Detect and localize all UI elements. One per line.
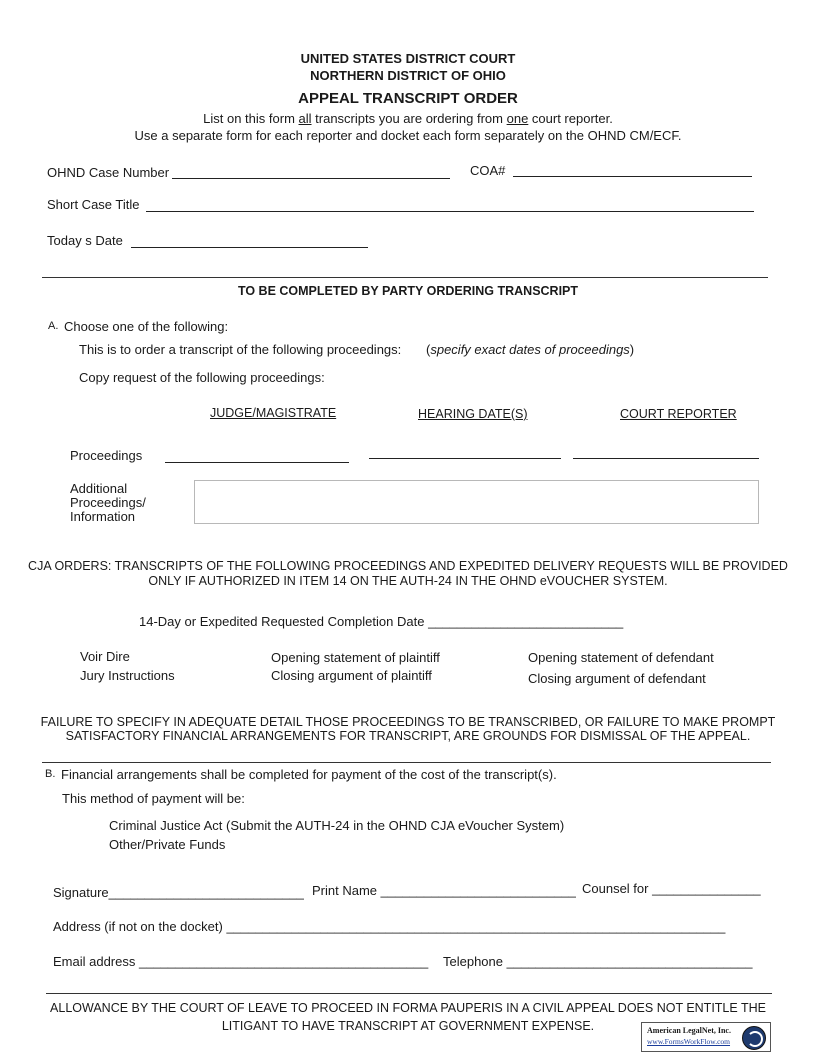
section-header: TO BE COMPLETED BY PARTY ORDERING TRANSCRIPT <box>237 284 579 298</box>
court-name: UNITED STATES DISTRICT COURT <box>300 51 516 66</box>
copy-request-option[interactable]: Copy request of the following proceedings: <box>79 370 325 385</box>
ifp-notice-line-2: LITIGANT TO HAVE TRANSCRIPT AT GOVERNMENT EXPENSE. <box>221 1019 595 1033</box>
cja-notice-line-2: ONLY IF AUTHORIZED IN ITEM 14 ON THE AUTH-24 IN THE OHND eVOUCHER SYSTEM. <box>148 574 668 588</box>
short-title-field[interactable] <box>146 197 754 212</box>
print-name-field[interactable]: ___________________________ <box>380 883 576 898</box>
today-date-field[interactable] <box>131 233 368 248</box>
case-number-label: OHND Case Number <box>47 165 170 180</box>
section-a-prompt: Choose one of the following: <box>64 319 229 334</box>
failure-notice-line-2: SATISFACTORY FINANCIAL ARRANGEMENTS FOR TRANSCRIPT, ARE GROUNDS FOR DISMISSAL OF THE APPEAL. <box>65 729 751 743</box>
jury-instructions-option[interactable]: Jury Instructions <box>80 668 175 683</box>
divider <box>46 993 772 994</box>
print-name-row: Print Name ___________________________ <box>312 883 576 898</box>
col-dates-header: HEARING DATE(S) <box>418 407 528 421</box>
opening-plaintiff-option[interactable]: Opening statement of plaintiff <box>271 650 440 665</box>
publisher-logo[interactable] <box>641 1022 771 1052</box>
counsel-for-field[interactable]: _______________ <box>652 881 761 896</box>
ifp-notice-line-1: ALLOWANCE BY THE COURT OF LEAVE TO PROCEED IN FORMA PAUPERIS IN A CIVIL APPEAL DOES NOT ENTITLE THE <box>50 1001 766 1015</box>
col-reporter-header: COURT REPORTER <box>620 407 737 421</box>
divider <box>42 762 771 763</box>
address-field[interactable]: _____________________________________________________________________ <box>226 919 726 934</box>
telephone-row: Telephone __________________________________ <box>443 954 753 969</box>
opening-defendant-option[interactable]: Opening statement of defendant <box>528 650 714 665</box>
cja-payment-option[interactable]: Criminal Justice Act (Submit the AUTH-24 in the OHND CJA eVoucher System) <box>109 818 565 833</box>
voir-dire-option[interactable]: Voir Dire <box>80 649 130 664</box>
district-name: NORTHERN DISTRICT OF OHIO <box>310 68 506 83</box>
form-title: APPEAL TRANSCRIPT ORDER <box>298 90 518 107</box>
short-title-label: Short Case Title <box>47 197 140 212</box>
payment-method-label: This method of payment will be: <box>62 791 245 806</box>
col-judge-header: JUDGE/MAGISTRATE <box>210 406 337 420</box>
closing-defendant-option[interactable]: Closing argument of defendant <box>528 671 706 686</box>
court-reporter-field[interactable] <box>573 444 759 459</box>
telephone-field[interactable]: __________________________________ <box>506 954 753 969</box>
transcript-order-option[interactable]: This is to order a transcript of the following proceedings: <box>79 342 402 357</box>
proceedings-label: Proceedings <box>70 448 143 463</box>
hearing-dates-field[interactable] <box>369 444 561 459</box>
globe-icon <box>742 1026 766 1050</box>
case-number-field[interactable] <box>172 164 450 179</box>
coa-field[interactable] <box>513 162 752 177</box>
judge-field[interactable] <box>165 448 349 463</box>
instruction-line-1: List on this form all transcripts you are ordering from one court reporter. <box>203 111 613 126</box>
coa-label: COA# <box>470 163 506 178</box>
section-b-letter: B. <box>45 768 56 780</box>
closing-plaintiff-option[interactable]: Closing argument of plaintiff <box>271 668 432 683</box>
section-b-prompt: Financial arrangements shall be completed for payment of the cost of the transcript(s). <box>61 767 557 782</box>
signature-field[interactable]: ___________________________ <box>108 885 304 900</box>
dates-note: (specify exact dates of proceedings) <box>426 342 635 357</box>
additional-info-box[interactable] <box>194 480 759 524</box>
today-date-label: Today s Date <box>47 233 123 248</box>
cja-notice-line-1: CJA ORDERS: TRANSCRIPTS OF THE FOLLOWING PROCEEDINGS AND EXPEDITED DELIVERY REQUESTS WILL BE PROVIDED <box>28 559 788 573</box>
counsel-row: Counsel for _______________ <box>582 881 761 896</box>
failure-notice-line-1: FAILURE TO SPECIFY IN ADEQUATE DETAIL THOSE PROCEEDINGS TO BE TRANSCRIBED, OR FAILURE TO MAKE PROMPT <box>40 715 776 729</box>
divider <box>42 277 768 278</box>
private-funds-option[interactable]: Other/Private Funds <box>109 837 226 852</box>
logo-name: American LegalNet, Inc. <box>647 1026 731 1035</box>
completion-date-field[interactable]: ___________________________ <box>428 614 624 629</box>
section-a-letter: A. <box>48 320 59 332</box>
signature-row: Signature___________________________ <box>53 885 304 900</box>
completion-date-label: 14-Day or Expedited Requested Completion Date ___________________________ <box>139 614 624 629</box>
instruction-line-2: Use a separate form for each reporter and docket each form separately on the OHND CM/ECF. <box>134 128 682 143</box>
email-row: Email address ________________________________________ <box>53 954 429 969</box>
address-row: Address (if not on the docket) _____________________________________________________________________ <box>53 919 726 934</box>
additional-label: Additional Proceedings/ Information <box>70 481 146 524</box>
email-field[interactable]: ________________________________________ <box>139 954 429 969</box>
logo-url[interactable]: www.FormsWorkFlow.com <box>647 1037 731 1046</box>
